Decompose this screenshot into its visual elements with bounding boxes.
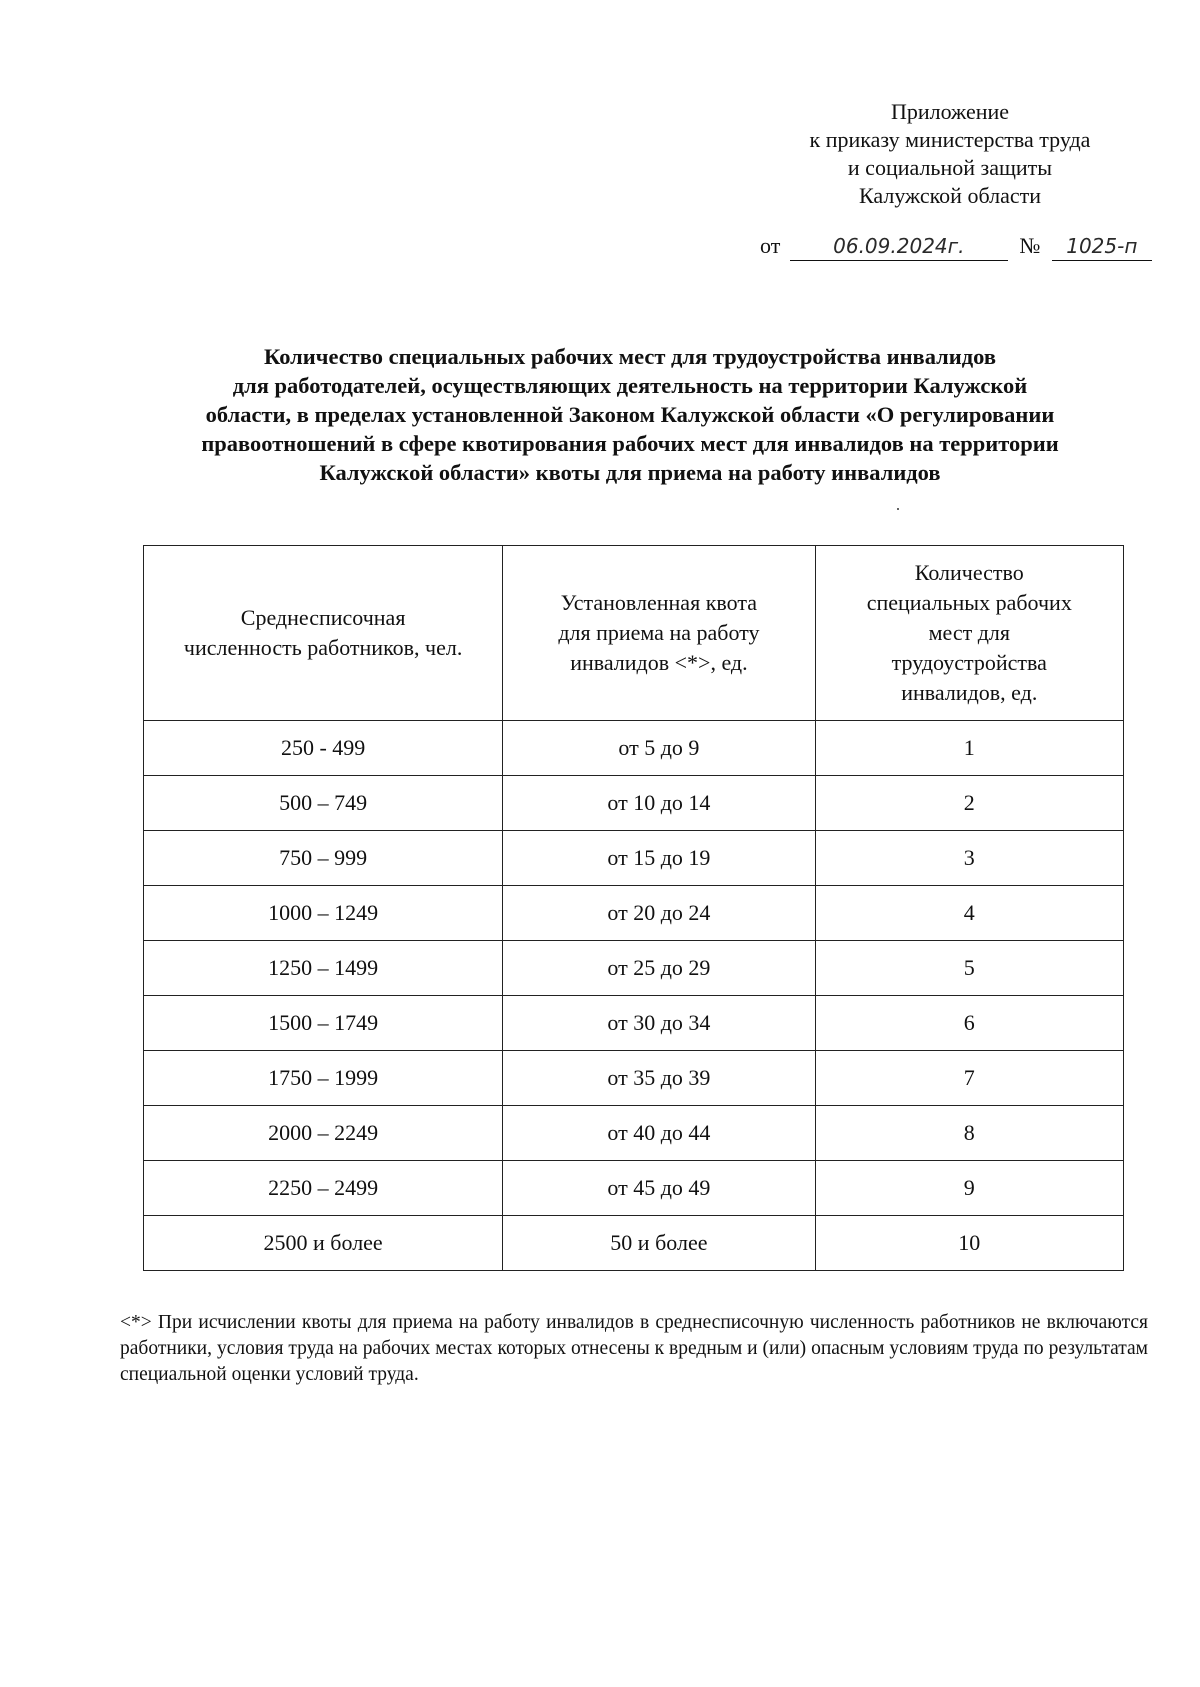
- cell-special-jobs: 3: [815, 831, 1123, 886]
- cell-headcount: 1750 – 1999: [144, 1051, 503, 1106]
- cell-headcount: 1000 – 1249: [144, 886, 503, 941]
- table-row: [144, 1216, 1124, 1271]
- handwritten-date: 06.09.2024г.: [790, 232, 1008, 261]
- table-row: [144, 886, 1124, 941]
- cell-quota: от 30 до 34: [503, 996, 815, 1051]
- title-line: для работодателей, осуществляющих деятельность на территории Калужской: [232, 373, 1028, 398]
- number-prefix: №: [1019, 233, 1041, 258]
- document-title: [110, 342, 1150, 487]
- footnote: <*> При исчислении квоты для приема на работу инвалидов в среднесписочную численность работников не включаются работники, условия труда на рабочих местах которых отнесены к вредным и (или) опасным условиям труда по результатам специальной оценки условий труда.: [120, 1312, 1148, 1385]
- appendix-line: и социальной защиты: [847, 155, 1053, 180]
- table-header-row: [144, 546, 1124, 721]
- header-headcount: Среднесписочная численность работников, чел.: [144, 546, 503, 721]
- cell-special-jobs: 8: [815, 1106, 1123, 1161]
- order-date-number: [760, 232, 1152, 261]
- title-line: правоотношений в сфере квотирования рабочих мест для инвалидов на территории: [201, 431, 1059, 456]
- appendix-line: к приказу министерства труда: [809, 127, 1091, 152]
- title-line: Калужской области» квоты для приема на работу инвалидов: [319, 460, 941, 485]
- cell-quota: от 45 до 49: [503, 1161, 815, 1216]
- cell-headcount: 750 – 999: [144, 831, 503, 886]
- cell-quota: от 40 до 44: [503, 1106, 815, 1161]
- table-row: [144, 721, 1124, 776]
- cell-quota: от 25 до 29: [503, 941, 815, 996]
- cell-quota: от 15 до 19: [503, 831, 815, 886]
- cell-headcount: 2000 – 2249: [144, 1106, 503, 1161]
- cell-headcount: 2500 и более: [144, 1216, 503, 1271]
- cell-quota: от 10 до 14: [503, 776, 815, 831]
- cell-special-jobs: 6: [815, 996, 1123, 1051]
- table-row: [144, 996, 1124, 1051]
- appendix-line: Приложение: [890, 99, 1010, 124]
- cell-headcount: 1500 – 1749: [144, 996, 503, 1051]
- cell-special-jobs: 5: [815, 941, 1123, 996]
- cell-quota: от 35 до 39: [503, 1051, 815, 1106]
- scan-dot: [897, 508, 899, 510]
- cell-special-jobs: 2: [815, 776, 1123, 831]
- cell-special-jobs: 10: [815, 1216, 1123, 1271]
- title-line: области, в пределах установленной Законом Калужской области «О регулировании: [205, 402, 1055, 427]
- date-prefix: от: [760, 233, 781, 258]
- title-line: Количество специальных рабочих мест для трудоустройства инвалидов: [264, 344, 996, 369]
- handwritten-number: 1025-п: [1052, 232, 1152, 261]
- header-quota: Установленная квота для приема на работу инвалидов <*>, ед.: [503, 546, 815, 721]
- cell-quota: от 20 до 24: [503, 886, 815, 941]
- table-row: [144, 1051, 1124, 1106]
- cell-headcount: 250 - 499: [144, 721, 503, 776]
- cell-headcount: 1250 – 1499: [144, 941, 503, 996]
- cell-quota: 50 и более: [503, 1216, 815, 1271]
- table-row: [144, 1106, 1124, 1161]
- header-special-jobs: Количество специальных рабочих мест для трудоустройства инвалидов, ед.: [815, 546, 1123, 721]
- cell-quota: от 5 до 9: [503, 721, 815, 776]
- appendix-block: [700, 98, 1200, 210]
- table-row: [144, 1161, 1124, 1216]
- quota-table: [143, 545, 1124, 1271]
- table-row: [144, 831, 1124, 886]
- cell-headcount: 500 – 749: [144, 776, 503, 831]
- cell-special-jobs: 9: [815, 1161, 1123, 1216]
- table-row: [144, 776, 1124, 831]
- appendix-line: Калужской области: [859, 183, 1041, 208]
- table-row: [144, 941, 1124, 996]
- cell-special-jobs: 4: [815, 886, 1123, 941]
- cell-headcount: 2250 – 2499: [144, 1161, 503, 1216]
- cell-special-jobs: 7: [815, 1051, 1123, 1106]
- cell-special-jobs: 1: [815, 721, 1123, 776]
